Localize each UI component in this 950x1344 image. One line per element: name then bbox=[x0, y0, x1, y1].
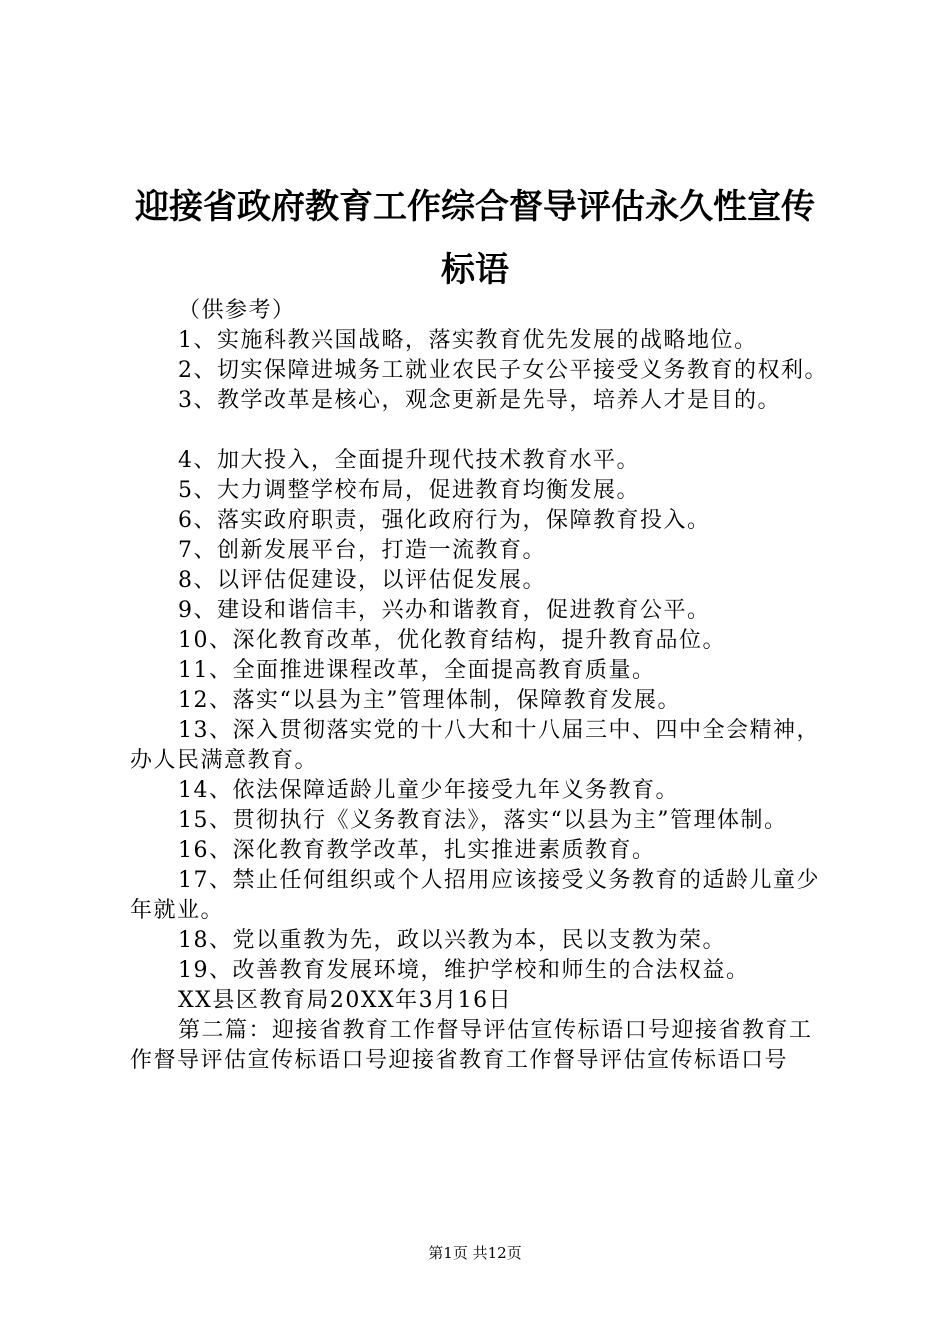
slogan-item: 4、加大投入，全面提升现代技术教育水平。 bbox=[178, 448, 640, 473]
page-footer: 第1页 共12页 bbox=[428, 1244, 522, 1262]
slogan-item: 19、改善教育发展环境，维护学校和师生的合法权益。 bbox=[178, 958, 750, 983]
reference-note: （供参考） bbox=[178, 298, 296, 323]
slogan-item: 10、深化教育改革，优化教育结构，提升教育品位。 bbox=[178, 628, 726, 653]
blank-line bbox=[130, 416, 830, 446]
slogan-item: 18、党以重教为先，政以兴教为本，民以支教为荣。 bbox=[178, 928, 726, 953]
slogan-item: 17、禁止任何组织或个人招用应该接受义务教育的适龄儿童少年就业。 bbox=[130, 868, 820, 923]
slogan-item: 6、落实政府职责，强化政府行为，保障教育投入。 bbox=[178, 508, 711, 533]
slogan-item: 1、实施科教兴国战略，落实教育优先发展的战略地位。 bbox=[178, 328, 758, 353]
slogan-item: 12、落实“以县为主”管理体制，保障教育发展。 bbox=[178, 688, 681, 713]
signature-line: XX县区教育局20XX年3月16日 bbox=[178, 988, 513, 1013]
slogan-item: 5、大力调整学校布局，促进教育均衡发展。 bbox=[178, 478, 640, 503]
slogan-item: 11、全面推进课程改革，全面提高教育质量。 bbox=[178, 658, 656, 683]
slogan-item: 14、依法保障适龄儿童少年接受九年义务教育。 bbox=[178, 778, 679, 803]
document-body bbox=[130, 296, 830, 1076]
second-part-paragraph: 第二篇：迎接省教育工作督导评估宣传标语口号迎接省教育工作督导评估宣传标语口号迎接省教育工作督导评估宣传标语口号 bbox=[130, 1018, 813, 1073]
slogan-item: 16、深化教育教学改革，扎实推进素质教育。 bbox=[178, 838, 656, 863]
document-title-line-2: 标语 bbox=[441, 250, 509, 290]
slogan-item: 13、深入贯彻落实党的十八大和十八届三中、四中全会精神，办人民满意教育。 bbox=[130, 718, 820, 773]
slogan-item: 8、以评估促建设，以评估促发展。 bbox=[178, 568, 546, 593]
slogan-item: 7、创新发展平台，打造一流教育。 bbox=[178, 538, 546, 563]
slogan-item: 2、切实保障进城务工就业农民子女公平接受义务教育的权利。 bbox=[178, 358, 828, 383]
slogan-item: 15、贯彻执行《义务教育法》，落实“以县为主”管理体制。 bbox=[178, 808, 788, 833]
slogan-item: 3、教学改革是核心，观念更新是先导，培养人才是目的。 bbox=[178, 388, 781, 413]
slogan-item: 9、建设和谐信丰，兴办和谐教育，促进教育公平。 bbox=[178, 598, 711, 623]
document-title-line-1: 迎接省政府教育工作综合督导评估永久性宣传 bbox=[135, 187, 815, 227]
